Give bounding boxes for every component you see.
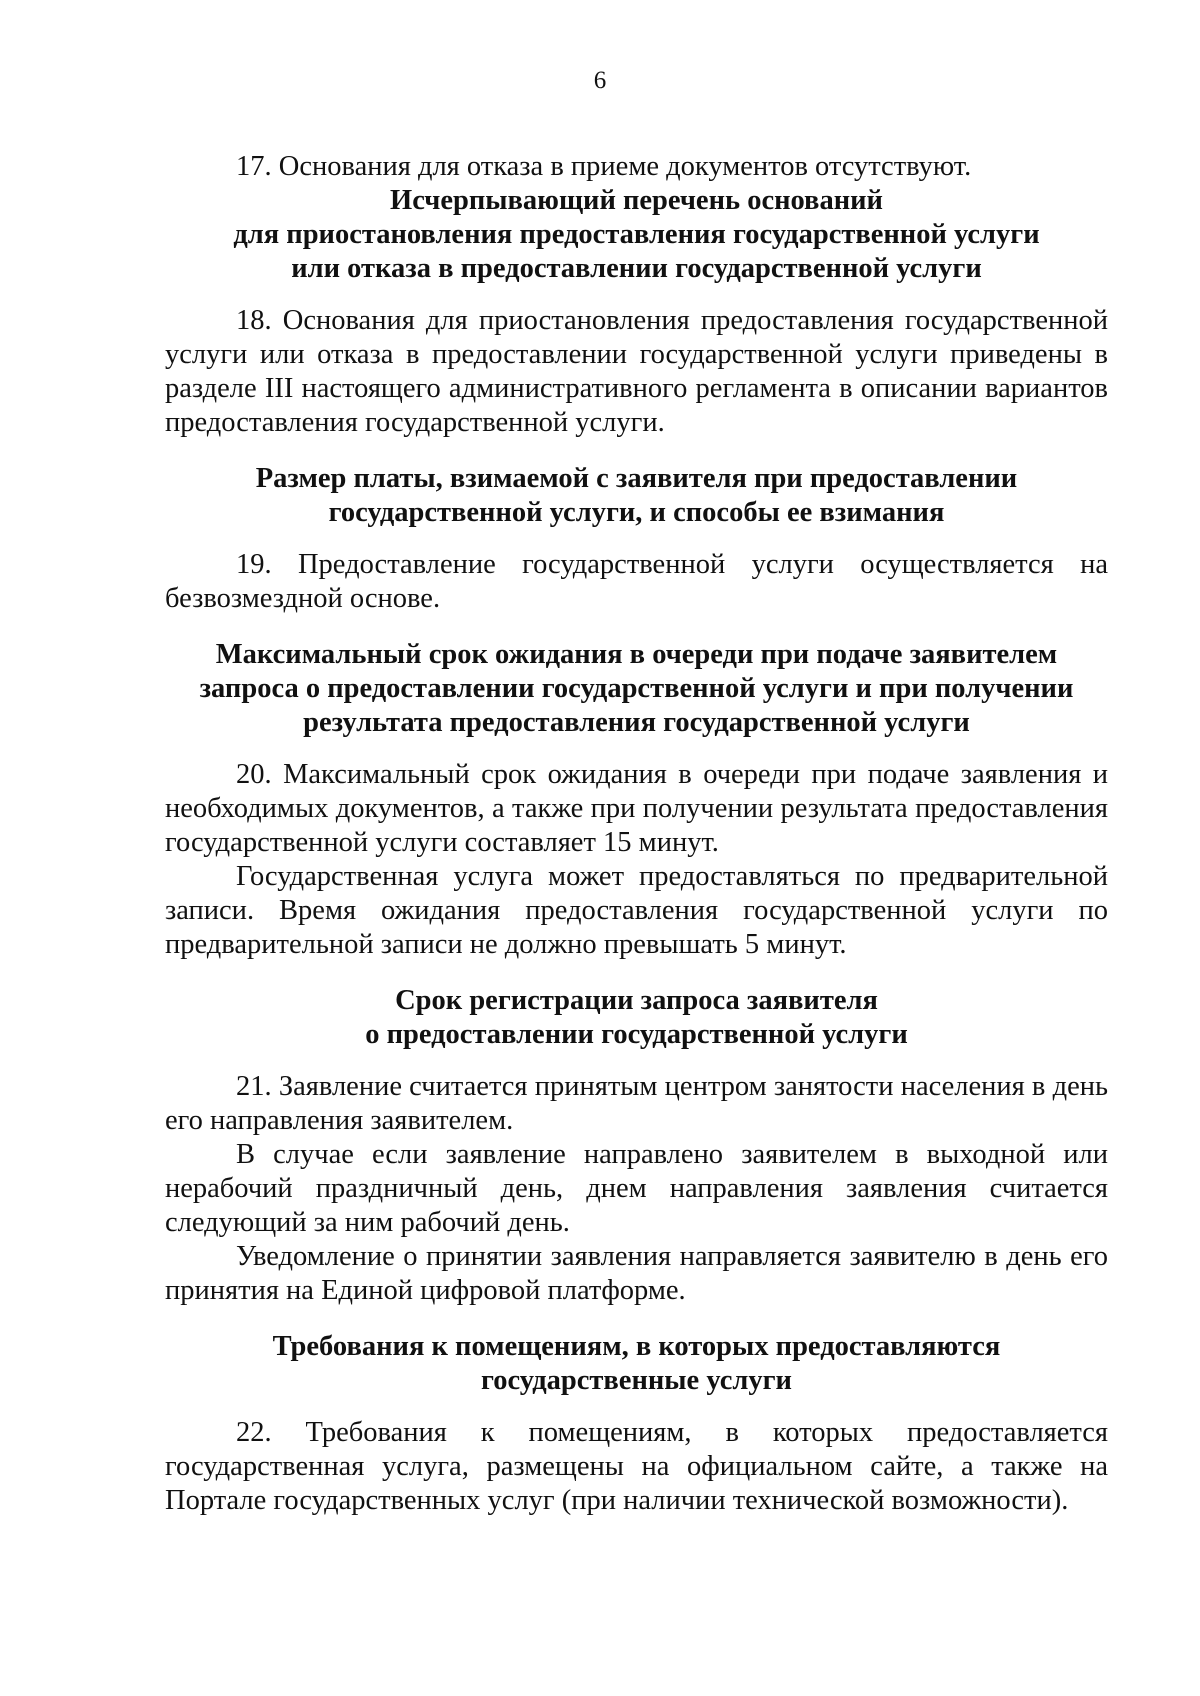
paragraph: 22. Требования к помещениям, в которых предоставляется государственная услуга, размещены на официальном сайте, а также на Портале государственных услуг (при наличии технической возможности).	[165, 1417, 1108, 1516]
heading-line: государственной услуги, и способы ее взимания	[328, 497, 945, 528]
heading-line: результата предоставления государственной услуги	[303, 707, 970, 738]
section-21	[165, 984, 1108, 1308]
document-body	[165, 150, 1108, 1518]
paragraph: Государственная услуга может предоставляться по предварительной записи. Время ожидания предоставления государственной услуги по предварительной записи не должно превышать 5 минут.	[165, 861, 1108, 960]
paragraph: 17. Основания для отказа в приеме документов отсутствуют.	[236, 151, 972, 182]
section-22	[165, 1330, 1108, 1518]
section-17	[165, 150, 1108, 184]
heading-line: для приостановления предоставления государственной услуги	[233, 219, 1040, 250]
page-number: 6	[593, 67, 607, 94]
section-heading	[165, 462, 1108, 530]
paragraph: 19. Предоставление государственной услуги осуществляется на безвозмездной основе.	[165, 549, 1108, 614]
section-19	[165, 462, 1108, 616]
heading-line: Максимальный срок ожидания в очереди при подаче заявителем	[215, 639, 1058, 670]
heading-line: Размер платы, взимаемой с заявителя при предоставлении	[255, 463, 1018, 494]
heading-line: государственные услуги	[481, 1365, 792, 1396]
section-18	[165, 184, 1108, 440]
paragraph: 18. Основания для приостановления предоставления государственной услуги или отказа в предоставлении государственной услуги приведены в разделе III настоящего административного регламента в описании вариантов предоставления государственной услуги.	[165, 305, 1108, 438]
paragraph: 20. Максимальный срок ожидания в очереди при подаче заявления и необходимых документов, а также при получении результата предоставления государственной услуги составляет 15 минут.	[165, 759, 1108, 858]
paragraph: Уведомление о принятии заявления направляется заявителю в день его принятия на Единой цифровой платформе.	[165, 1241, 1108, 1306]
section-heading	[165, 184, 1108, 286]
section-heading	[165, 1330, 1108, 1398]
section-heading	[165, 638, 1108, 740]
heading-line: запроса о предоставлении государственной услуги и при получении	[199, 673, 1074, 704]
heading-line: Требования к помещениям, в которых предоставляются	[272, 1331, 1001, 1362]
heading-line: или отказа в предоставлении государственной услуги	[291, 253, 982, 284]
paragraph: 21. Заявление считается принятым центром занятости населения в день его направления заявителем.	[165, 1071, 1108, 1136]
heading-line: Исчерпывающий перечень оснований	[390, 185, 883, 216]
heading-line: Срок регистрации запроса заявителя	[395, 985, 878, 1016]
section-heading	[165, 984, 1108, 1052]
heading-line: о предоставлении государственной услуги	[365, 1019, 908, 1050]
paragraph: В случае если заявление направлено заявителем в выходной или нерабочий праздничный день, днем направления заявления считается следующий за ним рабочий день.	[165, 1139, 1108, 1238]
section-20	[165, 638, 1108, 962]
